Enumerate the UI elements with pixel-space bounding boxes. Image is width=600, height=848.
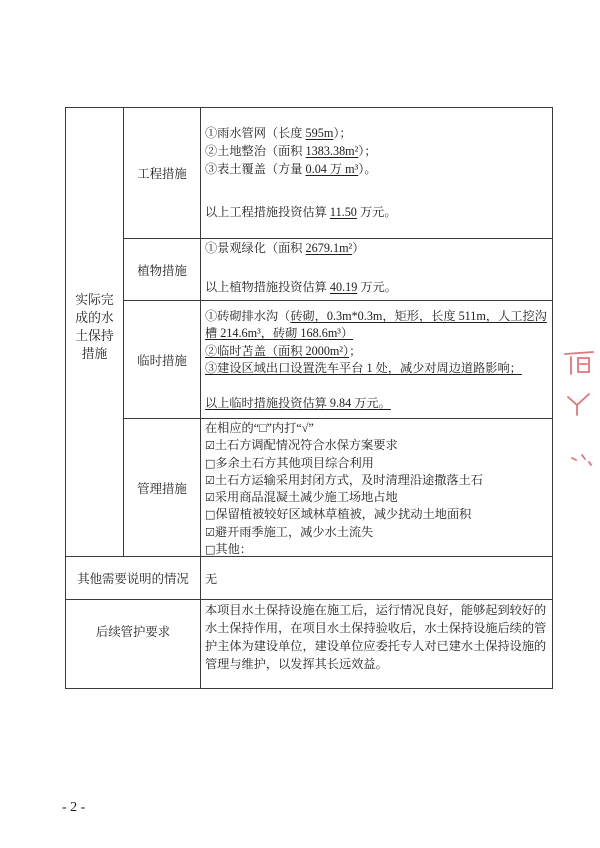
summary-amount: 40.19 — [329, 280, 358, 294]
item-text: ）； — [358, 144, 377, 158]
item-text: ； — [349, 343, 362, 358]
red-seal-fragment-icon — [562, 345, 598, 475]
temporary-content-cell — [201, 301, 553, 419]
section-label-line: 实际完 — [75, 293, 114, 307]
management-label: 管理措施 — [137, 481, 187, 496]
follow-up-label-cell — [66, 600, 201, 689]
temporary-item-1 — [205, 308, 552, 325]
engineering-item-1 — [205, 124, 552, 142]
item-value: ②临时苫盖（面积 2000m²） — [205, 343, 350, 358]
summary-text: 以上植物措施投资估算 — [205, 280, 330, 294]
section-label-line: 土保持 — [75, 329, 114, 343]
option-text: 多余土石方其他项目综合利用 — [215, 455, 374, 470]
plant-content-cell — [201, 239, 553, 301]
engineering-label-cell — [124, 108, 201, 239]
option-text: 保留植被较好区域林草植被，减少扰动土地面积 — [215, 507, 472, 522]
summary-text: 万元。 — [356, 205, 397, 219]
item-text: ③表土覆盖（方量 — [205, 162, 306, 176]
item-value: 595m — [305, 126, 334, 140]
option-text: 采用商品混凝土减少施工场地占地 — [214, 490, 398, 505]
follow-up-line: 本项目水土保持设施在施工后，运行情况良好，能够起到较好的 — [205, 603, 547, 617]
option-text: 避开雨季施工，减少水土流失 — [214, 524, 374, 539]
item-text: ） — [352, 241, 365, 255]
item-text: ）； — [333, 126, 352, 140]
other-notes-value: 无 — [205, 571, 218, 586]
item-value: 2679.1m² — [305, 241, 353, 255]
item-text: ①景观绿化（面积 — [205, 241, 306, 255]
follow-up-line: 水土保持作用，在项目水土保持验收后，水土保持设施后续的管 — [205, 621, 547, 635]
management-option-5 — [205, 506, 552, 523]
item-value: 1383.38m² — [305, 144, 359, 158]
summary-text: 万元。 — [357, 280, 397, 294]
follow-up-line: 护主体为建设单位，建设单位应委托专人对已建水土保持设施的 — [205, 639, 547, 653]
summary-amount: 以上临时措施投资估算 9.84 万元。 — [205, 395, 391, 410]
item-text: ）。 — [358, 162, 377, 176]
engineering-label: 工程措施 — [137, 167, 187, 181]
follow-up-line: 管理与维护，以发挥其长远效益。 — [205, 657, 388, 671]
management-content-cell — [201, 419, 553, 557]
section-label-line: 成的水 — [75, 311, 114, 325]
engineering-item-2 — [205, 142, 552, 160]
section-label-line: 措施 — [81, 347, 108, 361]
item-value: ③建设区域出口设置洗车平台 1 处，减少对周边道路影响； — [205, 361, 522, 376]
summary-amount: 11.50 — [329, 205, 357, 219]
management-option-7 — [205, 541, 552, 558]
management-option-1 — [205, 437, 552, 454]
other-notes-value-cell — [201, 557, 553, 600]
plant-label: 植物措施 — [137, 263, 187, 278]
item-text: ②土地整治（面积 — [205, 144, 306, 158]
option-text: 土石方运输采用封闭方式，及时清理沿途撒落土石 — [214, 472, 483, 487]
management-label-cell — [124, 419, 201, 557]
checkbox-checked-icon: ☑ — [205, 525, 215, 539]
follow-up-content-cell — [201, 600, 553, 689]
follow-up-label: 后续管护要求 — [95, 625, 171, 639]
temporary-label: 临时措施 — [137, 353, 187, 368]
engineering-item-3 — [205, 160, 552, 178]
option-text: 其他： — [215, 542, 252, 557]
option-text: 土石方调配情况符合水保方案要求 — [214, 438, 398, 453]
soil-conservation-measures-table — [65, 107, 553, 689]
temporary-item-2 — [205, 343, 552, 360]
plant-label-cell — [124, 239, 201, 301]
item-text: ①砖砌排水沟（ — [205, 309, 291, 323]
checkbox-empty-icon: □ — [205, 456, 216, 470]
temporary-item-1-continued — [205, 325, 552, 342]
checkbox-checked-icon: ☑ — [205, 439, 215, 453]
management-option-2 — [205, 455, 552, 472]
plant-investment-summary — [205, 278, 552, 296]
summary-text: 以上工程措施投资估算 — [205, 205, 330, 219]
section-label-cell — [66, 108, 124, 557]
management-option-6 — [205, 524, 552, 541]
management-instruction: 在相应的“□”内打“√” — [205, 421, 314, 435]
item-text: ①雨水管网（长度 — [205, 126, 306, 140]
temporary-item-3 — [205, 360, 552, 377]
checkbox-checked-icon: ☑ — [205, 491, 215, 505]
plant-item-1 — [205, 239, 552, 257]
engineering-investment-summary — [205, 203, 552, 221]
other-notes-label: 其他需要说明的情况 — [77, 572, 189, 586]
management-option-4 — [205, 489, 552, 506]
item-value: 0.04 万 m³ — [305, 162, 359, 176]
temporary-label-cell — [124, 301, 201, 419]
checkbox-empty-icon: □ — [205, 543, 216, 557]
item-value: 槽 214.6m³，砖砌 168.6m³） — [205, 326, 354, 341]
engineering-content-cell — [201, 108, 553, 239]
item-value: 砖砌，0.3m*0.3m，矩形，长度 511m，人工挖沟 — [290, 309, 547, 323]
other-notes-label-cell — [66, 557, 201, 600]
checkbox-checked-icon: ☑ — [205, 473, 215, 487]
checkbox-empty-icon: □ — [205, 508, 216, 522]
temporary-investment-summary — [205, 395, 552, 412]
page-number: - 2 - — [62, 800, 86, 815]
management-option-3 — [205, 472, 552, 489]
